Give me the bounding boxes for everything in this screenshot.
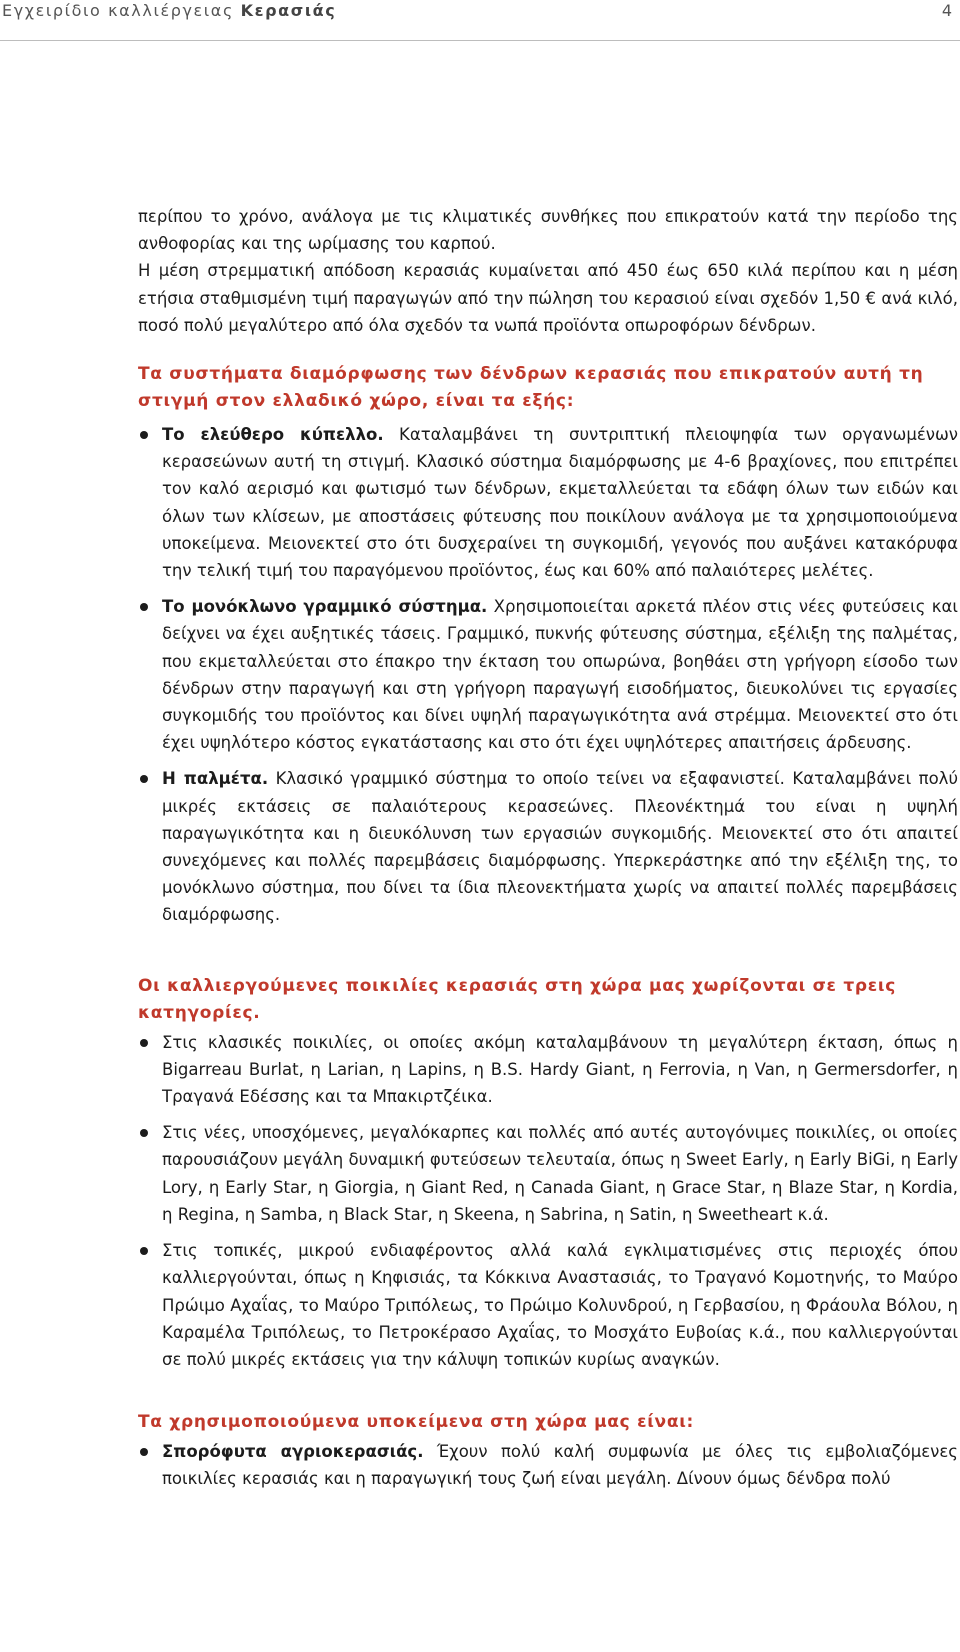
item-lead: Η παλμέτα. xyxy=(162,769,269,789)
header-title-emphasis: Κερασιάς xyxy=(240,1,337,20)
item-text: Χρησιμοποιείται αρκετά πλέον στις νέες φυτεύσεις και δείχνει να έχει αυξητικές τάσεις. Γραμμικό, πυκνής φύτευσης σύστημα, εξέλιξη της παλμέτας, που εκμεταλλεύεται στο έπακρο την έκταση του οπωρώνα, βοηθάει στη γρήγορη είσοδο των δένδρων στην παραγωγή και στη γρήγορη παραγωγή εισοδήματος, διευκολύνει τις εργασίες συγκομιδής του προϊόντος και δίνει υψηλή παραγωγικότητα ανά στρέμμα. Μειονεκτεί στο ότι έχει υψηλότερο κόστος εγκατάστασης και στο ότι έχει υψηλότερες απαιτήσεις άρδευσης. xyxy=(162,597,958,753)
item-lead: Το ελεύθερο κύπελλο. xyxy=(162,425,384,445)
list-item xyxy=(138,1237,958,1373)
list-item xyxy=(138,1119,958,1228)
bullet-icon xyxy=(140,775,148,783)
item-lead: Σπορόφυτα αγριοκερασιάς. xyxy=(162,1442,424,1462)
intro-paragraph-1: περίπου το χρόνο, ανάλογα με τις κλιματικές συνθήκες που επικρατούν κατά την περίοδο της ανθοφορίας και της ωρίμασης του καρπού. xyxy=(138,207,958,254)
running-header xyxy=(0,0,960,41)
page-number: 4 xyxy=(941,1,952,20)
header-title xyxy=(2,1,336,20)
item-text: Στις τοπικές, μικρού ενδιαφέροντος αλλά καλά εγκλιματισμένες στις περιοχές όπου καλλιεργούνται, όπως η Κηφισιάς, τα Κόκκινα Αναστασιάς, το Τραγανό Κομοτηνής, το Μαύρο Πρώιμο Αχαΐας, το Μαύρο Τριπόλεως, το Πρώιμο Κολυνδρού, η Γερβασίου, η Φράουλα Βόλου, η Καραμέλα Τριπόλεως, το Πετροκέρασο Αχαΐας, το Μοσχάτο Ευβοίας κ.ά., που καλλιεργούνται σε πολύ μικρές εκτάσεις για την κάλυψη τοπικών κυρίως αναγκών. xyxy=(162,1241,958,1369)
item-text: Έχουν πολύ καλή συμφωνία με όλες τις εμβολιαζόμενες ποικιλίες κερασιάς και η παραγωγική τους ζωή είναι μεγάλη. Δίνουν όμως δένδρα πολύ xyxy=(162,1442,958,1489)
intro-paragraph-2: Η μέση στρεμματική απόδοση κερασιάς κυμαίνεται από 450 έως 650 κιλά περίπου και η μέση ετήσια σταθμισμένη τιμή παραγωγών από την πώληση του κερασιού είναι σχεδόν 1,50 € ανά κιλό, ποσό πολύ μεγαλύτερο από όλα σχεδόν τα νωπά προϊόντα οπωροφόρων δένδρων. xyxy=(138,261,958,335)
bullet-icon xyxy=(140,603,148,611)
heading-training-systems: Τα συστήματα διαμόρφωσης των δένδρων κερασιάς που επικρατούν αυτή τη στιγμή στον ελλαδικό χώρο, είναι τα εξής: xyxy=(138,364,924,412)
bullet-icon xyxy=(140,1448,148,1456)
varieties-list xyxy=(138,1029,958,1373)
list-item xyxy=(138,1438,958,1492)
item-text: Στις νέες, υποσχόμενες, μεγαλόκαρπες και πολλές από αυτές αυτογόνιμες ποικιλίες, οι οποίες παρουσιάζουν μεγάλη δυναμική φυτεύσεων τελευταία, όπως η Sweet Early, η Early BiGi, η Early Lory, η Early Star, η Giorgia, η Giant Red, η Canada Giant, η Grace Star, η Blaze Star, η Kordia, η Regina, η Samba, η Black Star, η Skeena, η Sabrina, η Satin, η Sweetheart κ.ά. xyxy=(162,1123,958,1224)
list-item xyxy=(138,421,958,584)
bullet-icon xyxy=(140,1039,148,1047)
training-systems-list xyxy=(138,421,958,929)
list-item xyxy=(138,1029,958,1111)
item-text: Στις κλασικές ποικιλίες, οι οποίες ακόμη καταλαμβάνουν τη μεγαλύτερη έκταση, όπως η Bigarreau Burlat, η Larian, η Lapins, η B.S. Hardy Giant, η Ferrovia, η Van, η Germersdorfer, η Τραγανά Εδέσσης και τα Μπακιρτζέικα. xyxy=(162,1032,958,1107)
bullet-icon xyxy=(140,1247,148,1255)
item-text: Κλασικό γραμμικό σύστημα το οποίο τείνει να εξαφανιστεί. Καταλαμβάνει πολύ μικρές εκτάσεις σε παλαιότερους κερασεώνες. Πλεονέκτημά του είναι η υψηλή παραγωγικότητα και η διευκόλυνση των εργασιών συγκομιδής. Μειονεκτεί στο ότι απαιτεί συνεχόμενες και πολλές παρεμβάσεις διαμόρφωσης. Υπερκεράστηκε από την εξέλιξη της, το μονόκλωνο σύστημα, που δίνει τα ίδια πλεονεκτήματα χωρίς να απαιτεί πολλές παρεμβάσεις διαμόρφωσης. xyxy=(162,769,958,925)
bullet-icon xyxy=(140,1129,148,1137)
item-lead: Το μονόκλωνο γραμμικό σύστημα. xyxy=(162,597,488,617)
list-item xyxy=(138,765,958,928)
heading-rootstocks: Τα χρησιμοποιούμενα υποκείμενα στη χώρα μας είναι: xyxy=(138,1412,695,1433)
rootstocks-list xyxy=(138,1438,958,1492)
page-body xyxy=(138,203,958,1502)
bullet-icon xyxy=(140,431,148,439)
list-item xyxy=(138,593,958,756)
header-title-prefix: Εγχειρίδιο καλλιέργειας xyxy=(2,1,234,20)
item-text: Καταλαμβάνει τη συντριπτική πλειοψηφία των οργανωμένων κερασεώνων αυτή τη στιγμή. Κλασικό σύστημα διαμόρφωσης με 4-6 βραχίονες, που επιτρέπει τον καλό αερισμό και φωτισμό των δένδρων, εκμεταλλεύεται τα εδάφη όλων των ειδών και όλων των κλίσεων, με αποστάσεις φύτευσης που ποικίλουν ανάλογα με τα χρησιμοποιούμενα υποκείμενα. Μειονεκτεί στο ότι δυσχεραίνει τη συγκομιδή, γεγονός που αυξάνει κατακόρυφα την τελική τιμή του παραγόμενου προϊόντος, έως και 60% από παλαιότερες μελέτες. xyxy=(162,425,958,581)
heading-varieties: Οι καλλιεργούμενες ποικιλίες κερασιάς στη χώρα μας χωρίζονται σε τρεις κατηγορίες. xyxy=(138,975,897,1023)
